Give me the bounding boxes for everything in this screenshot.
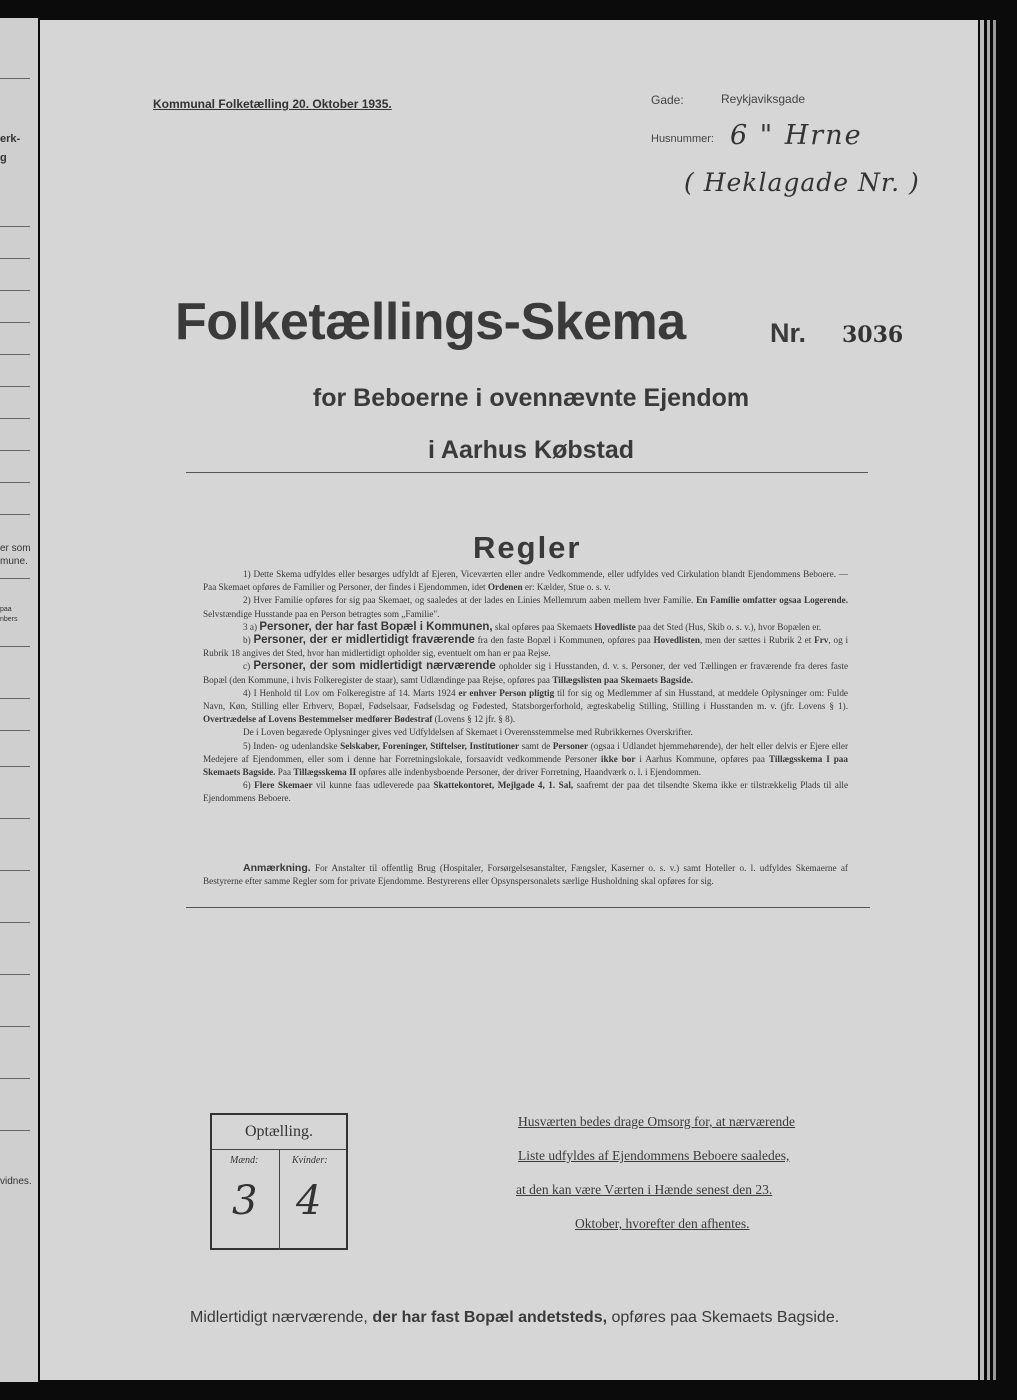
left-rule bbox=[0, 354, 30, 355]
left-fragment: g bbox=[0, 152, 7, 164]
left-rule bbox=[0, 386, 30, 387]
form-title: Folketællings-Skema bbox=[175, 293, 686, 351]
count-box-divider bbox=[279, 1149, 280, 1250]
left-rule bbox=[0, 514, 30, 515]
rules-text: 1) Dette Skema udfyldes eller besørges udfyldt af Ejeren, Viceværten eller andre Vedkommende, eller udfyldes ved Cirkulation blandt Ejendommens Beboere. — Paa Skemaet opføres de Familier og Personer, der findes i Ejendommen, idet Ordenen er: Kælder, Stue o. s. v. 2) Hver Familie opføres for sig paa Skemaet, og saaledes at der lades en Linies Mellemrum aaben mellem hver Familie. En Familie omfatter ogsaa Logerende. Selvstændige Husstande paa en Person betragtes som „Familie". 3 a) Personer, der har fast Bopæl i Kommunen, skal opføres paa Skemaets Hovedliste paa det Sted (Hus, Skib o. s. v.), hvor Bopælen er. b) Personer, der er midlertidigt fraværende fra den faste Bopæl i Kommunen, opføres paa Hovedlisten, men der sættes i Rubrik 2 et Frv, og i Rubrik 18 angives det Sted, hvor han midlertidigt opholder sig, eventuelt om han er paa Rejse. c) Personer, der som midlertidigt nærværende opholder sig i Husstanden, d. v. s. Personer, der ved Tællingen er fraværende fra deres faste Bopæl (den Kommune, i hvis Folkeregister de staar), samt Udlændinge paa Rejse, opføres paa Tillægslisten paa Skemaets Bagside. 4) I Henhold til Lov om Folkeregistre af 14. Marts 1924 er enhver Person pligtig til for sig og Medlemmer af sin Husstand, at meddele Oplysninger om: Fulde Navn, Køn, Stilling eller Erhverv, Bopæl, Fødselsaar, Fødselsdag og Fødested, Statsborgerforhold, ægteskabelig Stilling, Stilling i Husstanden m. v. (jfr. Lovens § 1). Overtrædelse af Lovens Bestemmelser medfører Bødestraf (Lovens § 12 jfr. § 8). De i Loven begærede Oplysninger gives ved Udfyldelsen af Skemaet i Overensstemmelse med Rubrikkernes Overskrifter. 5) Inden- og udenlandske Selskaber, Foreninger, Stiftelser, Institutioner samt de Personer (ogsaa i Udlandet hjemmehørende), der helt eller delvis er Ejere eller Medejere af Ejendommen, eller som i denne har Forretningslokale, forsaavidt vedkommende Personer ikke bor i Aarhus Kommune, opføres paa Tillægsskema I paa Skemaets Bagside. Paa Tillægsskema II opføres alle indenbysboende Personer, der driver Forretning, Haandværk o. l. i Ejendommen. 6) Flere Skemaer vil kunne faas udleverede paa Skattekontoret, Mejlgade 4, 1. Sal, saafremt der paa det tilsendte Skema ikke er tilstrækkelig Plads til alle Ejendommens Beboere. bbox=[203, 569, 849, 804]
notice-line: at den kan være Værten i Hænde senest den 23. bbox=[516, 1182, 773, 1197]
notice-line: Oktober, hvorefter den afhentes. bbox=[575, 1216, 750, 1231]
remark-label: Anmærkning. bbox=[243, 862, 311, 874]
left-rule bbox=[0, 1078, 30, 1079]
left-fragment: paa bbox=[0, 606, 12, 613]
census-header: Kommunal Folketælling 20. Oktober 1935. bbox=[153, 97, 392, 111]
men-label: Mænd: bbox=[230, 1155, 259, 1166]
house-number-label: Husnummer: bbox=[651, 133, 714, 145]
count-box bbox=[210, 1113, 348, 1250]
left-rule bbox=[0, 418, 30, 419]
notice-line: Husværten bedes drage Omsorg for, at nærværende bbox=[518, 1114, 796, 1129]
remark-paragraph bbox=[203, 862, 848, 888]
form-number-value: 3036 bbox=[842, 322, 904, 348]
rules-heading: Regler bbox=[473, 530, 582, 565]
page-edge bbox=[987, 20, 990, 1380]
left-fragment: nbers bbox=[0, 616, 18, 623]
left-rule bbox=[0, 450, 30, 451]
left-rule bbox=[0, 322, 30, 323]
left-rule bbox=[0, 578, 30, 579]
notice-line: Liste udfyldes af Ejendommens Beboere saaledes, bbox=[518, 1148, 790, 1163]
left-rule bbox=[0, 730, 30, 731]
count-box-title: Optælling. bbox=[212, 1115, 346, 1150]
left-rule bbox=[0, 870, 30, 871]
left-rule bbox=[0, 922, 30, 923]
left-rule bbox=[0, 766, 30, 767]
left-fragment: erk- bbox=[0, 133, 21, 145]
left-rule bbox=[0, 818, 30, 819]
remark-text: For Anstalter til offentlig Brug (Hospitaler, Forsørgelsesanstalter, Fængsler, Kaserner o. s. v.) samt Hoteller o. l. udfyldes Skemaerne af Bestyrerne efter samme Regler som for private Ejendomme. Bestyrerens eller Opsynspersonalets særlige Husholdning skal opføres for sig. bbox=[203, 863, 848, 887]
left-rule bbox=[0, 258, 30, 259]
left-fragment: mune. bbox=[0, 556, 28, 567]
street-value: Reykjaviksgade bbox=[721, 92, 806, 106]
form-number-label: Nr. bbox=[770, 318, 807, 348]
left-rule bbox=[0, 646, 30, 647]
left-rule bbox=[0, 1130, 30, 1131]
divider-line bbox=[186, 907, 870, 908]
house-number-handwritten: 6 " Hrne bbox=[730, 120, 863, 151]
divider-line bbox=[186, 472, 868, 473]
left-rule bbox=[0, 974, 30, 975]
left-rule bbox=[0, 290, 30, 291]
left-rule bbox=[0, 482, 30, 483]
men-count-handwritten: 3 bbox=[232, 1178, 258, 1224]
left-fragment: vidnes. bbox=[0, 1176, 32, 1187]
form-subtitle: for Beboerne i ovennævnte Ejendom bbox=[312, 384, 750, 412]
census-form-page bbox=[40, 20, 978, 1380]
page-edge bbox=[980, 20, 984, 1380]
form-location: i Aarhus Købstad bbox=[427, 436, 635, 464]
left-fragment: er som bbox=[0, 543, 31, 554]
left-rule bbox=[0, 226, 30, 227]
left-rule bbox=[0, 1026, 30, 1027]
women-label: Kvinder: bbox=[292, 1155, 328, 1166]
street-label: Gade: bbox=[651, 93, 684, 107]
left-rule bbox=[0, 78, 30, 79]
left-page-fragment bbox=[0, 18, 38, 1382]
footer-note: Midlertidigt nærværende, der har fast Bopæl andetsteds, opføres paa Skemaets Bagside. bbox=[190, 1309, 840, 1326]
page-edge bbox=[993, 20, 996, 1380]
left-rule bbox=[0, 698, 30, 699]
women-count-handwritten: 4 bbox=[296, 1178, 322, 1224]
house-number-note-handwritten: ( Heklagade Nr. ) bbox=[684, 168, 920, 197]
